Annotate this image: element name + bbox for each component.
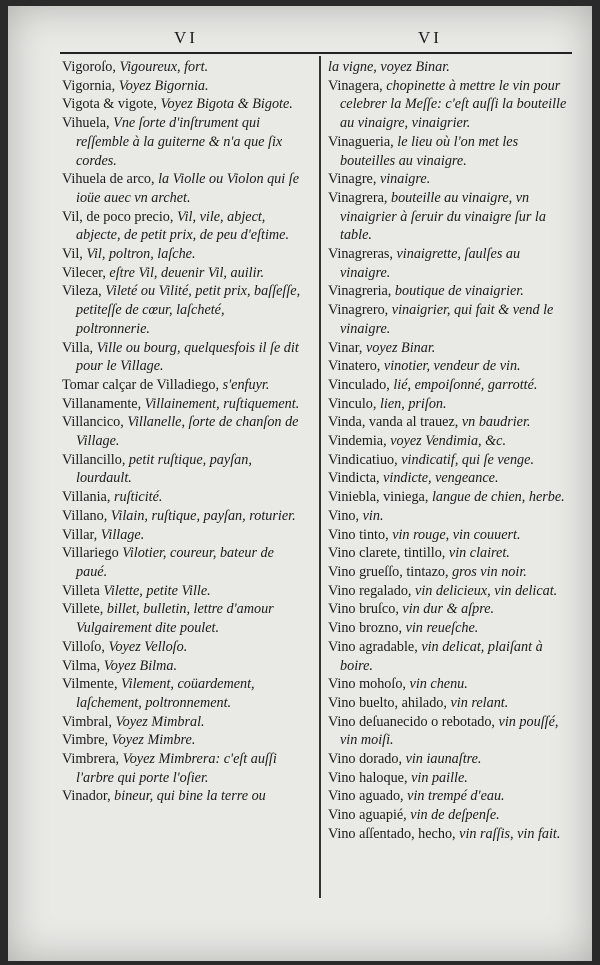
dictionary-entry <box>62 339 302 376</box>
entry-headword: Vinar, <box>328 339 363 356</box>
dictionary-entry <box>328 769 568 788</box>
entry-definition: vn baudrier. <box>458 414 531 431</box>
entry-definition: vin de deſpenſe. <box>406 807 500 824</box>
entry-definition: vindicte, vengeance. <box>379 470 499 487</box>
entry-headword: Villancico, <box>62 414 124 431</box>
entry-definition: boutique de vinaigrier. <box>391 283 524 300</box>
entry-definition: vinotier, vendeur de vin. <box>380 358 521 375</box>
dictionary-entry <box>62 208 302 245</box>
entry-definition: la Violle ou Violon qui ſe ioüe auec vn archet. <box>76 171 299 206</box>
dictionary-entry <box>328 638 568 675</box>
entry-definition: vin. <box>359 507 384 524</box>
entry-headword: Vino agradable, <box>328 638 418 655</box>
entry-headword: Vino deſuanecido o rebotado, <box>328 713 495 730</box>
dictionary-entry <box>62 170 302 207</box>
dictionary-entry <box>328 245 568 282</box>
entry-definition: lien, priſon. <box>376 395 447 412</box>
dictionary-entry <box>62 713 302 732</box>
entry-headword: Vino buelto, ahilado, <box>328 694 447 711</box>
entry-headword: Vinagreria, <box>328 283 392 300</box>
entry-definition: bineur, qui bine la terre ou <box>110 788 266 805</box>
dictionary-entry <box>62 95 302 114</box>
entry-definition: voyez Binar. <box>362 339 436 356</box>
dictionary-entry <box>328 395 568 414</box>
dictionary-entry <box>328 619 568 638</box>
entry-headword: Vigoroſo, <box>62 59 116 75</box>
dictionary-entry <box>328 675 568 694</box>
entry-definition: Villanelle, ſorte de chanſon de Village. <box>76 414 299 450</box>
entry-definition: Voyez Bigornia. <box>115 77 209 94</box>
entry-headword: Vigornia, <box>62 77 116 94</box>
entry-definition: vin reueſche. <box>402 620 479 637</box>
left-column <box>62 58 302 806</box>
dictionary-entry <box>328 600 568 619</box>
header-rule <box>60 52 572 54</box>
entry-definition: voyez Vendimia, &c. <box>386 433 507 450</box>
entry-definition: vinaigrier, qui fait & vend le vinaigre. <box>340 302 554 337</box>
entry-definition: le lieu où l'on met les bouteilles au vinaigre. <box>340 133 519 169</box>
entry-headword: Vil, de poco precio, <box>62 208 174 225</box>
dictionary-entry <box>62 114 302 170</box>
entry-definition: vinaigre. <box>376 171 431 188</box>
entry-definition: ruſticité. <box>110 489 163 506</box>
entry-definition: vin trempé d'eau. <box>403 788 505 805</box>
dictionary-entry <box>62 488 302 507</box>
entry-definition: vin iaunaſtre. <box>402 751 482 768</box>
entry-headword: Vino aguapié, <box>328 807 407 824</box>
entry-headword: Vilmente, <box>62 676 118 693</box>
entry-headword: Tomar calçar de Villadiego, <box>62 376 220 393</box>
entry-definition: Vilotier, coureur, bateur de paué. <box>76 545 274 580</box>
entry-headword: Villete, <box>62 601 104 618</box>
entry-headword: Vindicta, <box>328 470 380 487</box>
entry-headword: Vino dorado, <box>328 751 403 768</box>
dictionary-entry <box>328 469 568 488</box>
entry-headword: Vino, <box>328 507 360 524</box>
entry-definition: vin raſſis, vin fait. <box>455 825 561 842</box>
dictionary-entry <box>62 787 302 806</box>
entry-headword: Vinagrera, <box>328 189 388 206</box>
dictionary-entry <box>62 507 302 526</box>
entry-headword: Vimbre, <box>62 732 109 749</box>
dictionary-entry <box>328 451 568 470</box>
entry-definition: Villainement, ruſtiquement. <box>141 395 300 412</box>
dictionary-entry <box>62 675 302 712</box>
dictionary-entry <box>62 657 302 676</box>
entry-headword: Vino clarete, tintillo, <box>328 545 446 562</box>
dictionary-entry <box>62 526 302 545</box>
entry-headword: Vinagrero, <box>328 302 389 319</box>
dictionary-entry <box>328 544 568 563</box>
entry-headword: Vimbral, <box>62 713 112 730</box>
dictionary-entry <box>62 58 302 77</box>
entry-definition: langue de chien, herbe. <box>428 489 565 506</box>
dictionary-entry <box>62 750 302 787</box>
entry-definition: Voyez Bilma. <box>100 657 177 674</box>
dictionary-entry <box>328 357 568 376</box>
entry-headword: Vihuela de arco, <box>62 171 155 188</box>
entry-definition: vin dur & aſpre. <box>398 601 495 618</box>
entry-headword: Vino aguado, <box>328 788 404 805</box>
entry-headword: Vinagreras, <box>328 246 393 263</box>
entry-definition: petit ruſtique, payſan, lourdault. <box>76 451 252 487</box>
entry-headword: Vihuela, <box>62 115 110 132</box>
dictionary-entry <box>328 582 568 601</box>
dictionary-entry <box>62 264 302 283</box>
entry-headword: Vilma, <box>62 657 101 674</box>
entry-headword: Villa, <box>62 339 94 356</box>
dictionary-entry <box>62 731 302 750</box>
entry-definition: vin relant. <box>446 694 509 711</box>
entry-headword: Vilecer, <box>62 264 106 281</box>
dictionary-entry <box>328 694 568 713</box>
entry-headword: Villar, <box>62 526 98 543</box>
entry-headword: Vino mohoſo, <box>328 676 406 693</box>
entry-definition: eſtre Vil, deuenir Vil, auilir. <box>105 264 265 281</box>
dictionary-page <box>8 6 592 961</box>
entry-definition: vindicatif, qui ſe venge. <box>397 451 534 468</box>
dictionary-entry <box>328 170 568 189</box>
entry-definition: Voyez Velloſo. <box>104 638 188 655</box>
entry-headword: Viniebla, viniega, <box>328 489 429 506</box>
column-divider <box>319 56 321 898</box>
entry-definition: Voyez Bigota & Bigote. <box>156 96 293 113</box>
entry-definition: gros vin noir. <box>448 563 527 580</box>
dictionary-entry <box>62 544 302 581</box>
entry-definition: vin chenu. <box>405 676 468 693</box>
entry-headword: Vino bruſco, <box>328 601 399 618</box>
entry-definition: Vigoureux, fort. <box>115 59 209 75</box>
dictionary-entry <box>328 806 568 825</box>
entry-headword: Vigota & vigote, <box>62 96 157 113</box>
dictionary-entry <box>328 413 568 432</box>
dictionary-entry <box>328 77 568 133</box>
entry-definition: vin rouge, vin couuert. <box>388 526 521 543</box>
entry-definition: Ville ou bourg, quelquesfois il ſe dit pour le Village. <box>76 339 299 375</box>
dictionary-entry <box>328 58 568 77</box>
entry-headword: Vino aſſentado, hecho, <box>328 825 456 842</box>
dictionary-entry <box>328 825 568 844</box>
entry-definition: lié, empoiſonné, garrotté. <box>389 376 538 393</box>
entry-definition: Vileté ou Vilité, petit prix, baſſeſſe, petiteſſe de cœur, laſcheté, poltronnerie. <box>76 283 301 337</box>
entry-headword: Vindicatiuo, <box>328 451 398 468</box>
dictionary-entry <box>328 339 568 358</box>
right-column <box>328 58 568 844</box>
entry-headword: Vileza, <box>62 283 102 300</box>
entry-definition: vin clairet. <box>445 545 510 562</box>
entry-headword: Villano, <box>62 507 108 524</box>
dictionary-entry <box>328 488 568 507</box>
dictionary-entry <box>328 432 568 451</box>
entry-headword: Vimbrera, <box>62 751 120 768</box>
dictionary-entry <box>328 189 568 245</box>
dictionary-entry <box>328 526 568 545</box>
dictionary-entry <box>328 563 568 582</box>
entry-headword: Vinculado, <box>328 376 390 393</box>
dictionary-entry <box>328 507 568 526</box>
dictionary-entry <box>62 582 302 601</box>
entry-definition: Vne ſorte d'inſtrument qui reſſemble à la guiterne & n'a que ſix cordes. <box>76 115 283 169</box>
entry-definition: vin pouſſé, vin moiſi. <box>340 713 559 749</box>
entry-definition: Village. <box>97 526 145 543</box>
entry-headword: Vino brozno, <box>328 620 403 637</box>
dictionary-entry <box>62 282 302 338</box>
entry-definition: Vilement, coüardement, laſchement, poltronnement. <box>76 676 255 711</box>
entry-definition: vin delicat, plaiſant à boire. <box>340 638 543 674</box>
dictionary-entry <box>328 282 568 301</box>
entry-headword: Vinagera, <box>328 77 383 94</box>
entry-headword: Villeta <box>62 582 100 599</box>
dictionary-entry <box>62 77 302 96</box>
dictionary-entry <box>62 638 302 657</box>
entry-headword: Vinatero, <box>328 358 381 375</box>
dictionary-entry <box>328 133 568 170</box>
entry-headword: Vinda, vanda al trauez, <box>328 414 459 431</box>
entry-headword: Vinagre, <box>328 171 377 188</box>
entry-definition: Vilette, petite Ville. <box>99 582 211 599</box>
dictionary-entry <box>328 301 568 338</box>
entry-definition: chopinette à mettre le vin pour celebrer la Meſſe: c'eſt auſſi la bouteille au vinaigre, vinaigrier. <box>340 77 567 132</box>
entry-definition: s'enfuyr. <box>219 376 270 393</box>
entry-definition: Voyez Mimbre. <box>108 732 196 749</box>
entry-definition: Voyez Mimbral. <box>111 713 205 730</box>
running-header <box>8 28 592 52</box>
dictionary-entry <box>62 600 302 637</box>
entry-headword: Villoſo, <box>62 638 105 655</box>
entry-headword: Vil, <box>62 246 83 263</box>
entry-definition: vinaigrette, ſaulſes au vinaigre. <box>340 246 521 281</box>
entry-definition: billet, bulletin, lettre d'amour Vulgairement dite poulet. <box>76 601 274 637</box>
entry-definition: Voyez Mimbrera: c'eſt auſſi l'arbre qui porte l'oſier. <box>76 751 277 786</box>
entry-definition: bouteille au vinaigre, vn vinaigrier à ſeruir du vinaigre ſur la table. <box>340 189 546 244</box>
entry-headword: Vino regalado, <box>328 582 412 599</box>
entry-headword: Villancillo, <box>62 451 126 468</box>
entry-headword: Villania, <box>62 489 111 506</box>
dictionary-entry <box>62 413 302 450</box>
dictionary-entry <box>62 451 302 488</box>
dictionary-entry <box>62 245 302 264</box>
dictionary-entry <box>328 750 568 769</box>
entry-headword: Vinculo, <box>328 395 377 412</box>
entry-definition: vin delicieux, vin delicat. <box>411 582 558 599</box>
entry-definition: Vil, vile, abject, abjecte, de petit prix, de peu d'eſtime. <box>76 208 290 244</box>
entry-headword: Vino grueſſo, tintazo, <box>328 563 449 580</box>
entry-headword: Vinagueria, <box>328 133 394 150</box>
entry-headword: Vino haloque, <box>328 769 408 786</box>
entry-headword: Vindemia, <box>328 433 387 450</box>
header-right: VI <box>418 28 442 47</box>
entry-definition: vin paille. <box>407 769 468 786</box>
entry-headword: Villanamente, <box>62 395 142 412</box>
entry-headword: Vino tinto, <box>328 526 389 543</box>
header-left: VI <box>174 28 198 47</box>
entry-headword: Villariego <box>62 545 119 562</box>
entry-definition: Vilain, ruſtique, payſan, roturier. <box>107 507 296 524</box>
entry-definition: la vigne, voyez Binar. <box>328 59 450 75</box>
dictionary-entry <box>62 376 302 395</box>
dictionary-entry <box>328 376 568 395</box>
entry-definition: Vil, poltron, laſche. <box>82 246 196 263</box>
dictionary-entry <box>328 787 568 806</box>
entry-headword: Vinador, <box>62 788 111 805</box>
dictionary-entry <box>328 713 568 750</box>
dictionary-entry <box>62 395 302 414</box>
